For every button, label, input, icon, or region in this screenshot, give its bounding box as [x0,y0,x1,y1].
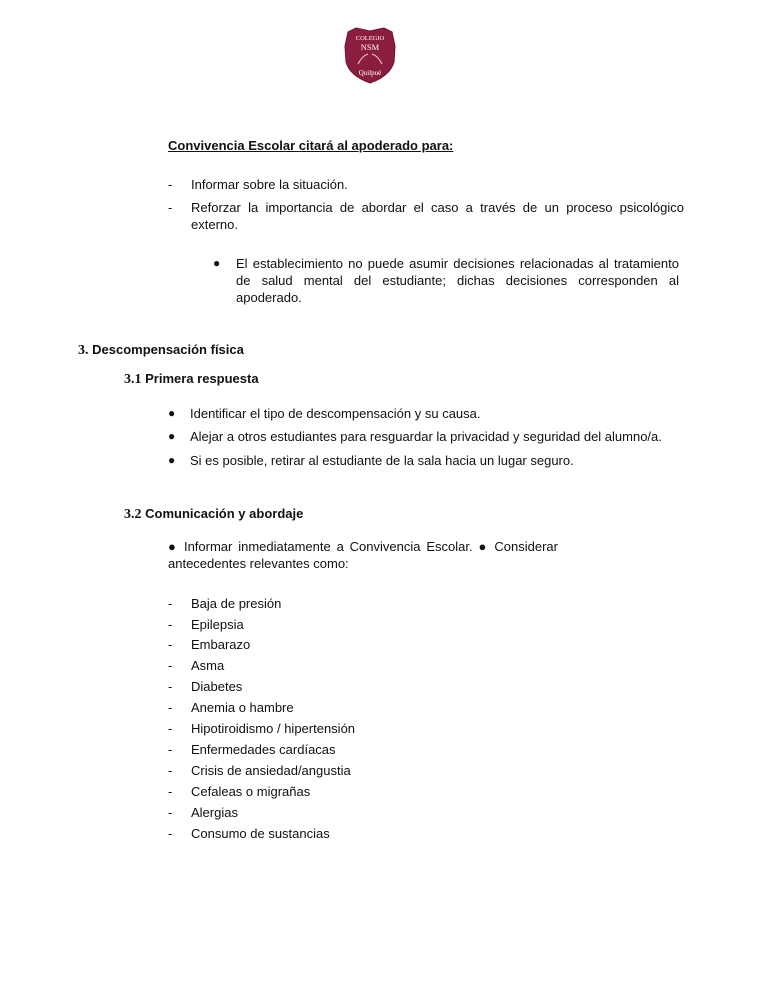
bullet-marker: ● [168,429,176,443]
list-item [168,720,355,737]
list-item [168,804,238,821]
section-number: 3.1 [124,372,142,387]
bullet-marker: ● [213,256,221,270]
list-item-text: Alergias [191,805,238,820]
list-item-text: Embarazo [191,637,251,652]
list-item-text: Diabetes [191,679,243,694]
list-item-text: Asma [191,658,225,673]
section-3-2-intro: ● Informar inmediatamente a Convivencia Escolar. ● Considerar antecedentes relevantes como: [168,539,558,571]
section-title: Descompensación física [92,342,244,357]
crest-text-colegio: COLEGIO [355,35,385,42]
list-item [168,452,688,469]
list-item-text: Identificar el tipo de descompensación y su causa. [190,406,481,421]
list-item-text: Enfermedades cardíacas [191,742,336,757]
list-item [168,199,684,233]
list-item-text: Cefaleas o migrañas [191,784,311,799]
bullet-marker: ● [168,453,176,467]
list-item-text: Crisis de ansiedad/angustia [191,763,351,778]
list-item [168,783,310,800]
list-item [168,428,688,445]
list-item [168,405,688,422]
list-item [168,825,330,842]
list-item [168,699,294,716]
list-item-text: Reforzar la importancia de abordar el caso a través de un proceso psicológico externo. [191,200,684,232]
list-item-text: Anemia o hambre [191,700,294,715]
bullet-marker: ● [168,406,176,420]
dash-marker: - [168,742,173,757]
section-3-heading [78,342,244,359]
dash-marker: - [168,826,173,841]
dash-marker: - [168,617,173,632]
dash-marker: - [168,658,173,673]
dash-marker: - [168,805,173,820]
crest-text-quilpue: Quilpué [358,69,382,77]
list-item [168,176,684,193]
dash-marker: - [168,700,173,715]
crest-text-nsm: NSM [360,42,380,52]
list-item [168,616,244,633]
list-item [168,741,336,758]
dash-marker: - [168,679,173,694]
dash-marker: - [168,596,173,611]
list-item-text: Consumo de sustancias [191,826,330,841]
list-item [168,657,224,674]
list-item-text: Informar sobre la situación. [191,177,348,192]
section-number: 3.2 [124,507,142,522]
section-title: Primera respuesta [145,371,259,386]
dash-marker: - [168,763,173,778]
dash-marker: - [168,637,173,652]
dash-marker: - [168,784,173,799]
convivencia-heading: Convivencia Escolar citará al apoderado para: [168,138,454,153]
list-item [168,636,250,653]
list-item-text: Alejar a otros estudiantes para resguardar la privacidad y seguridad del alumno/a. [190,429,662,444]
section-number: 3. [78,343,89,358]
list-item [168,678,242,695]
dash-marker: - [168,200,173,215]
section-title: Comunicación y abordaje [145,506,304,521]
school-crest-logo [342,26,398,84]
note-bullet-item [213,255,679,306]
list-item-text: Si es posible, retirar al estudiante de la sala hacia un lugar seguro. [190,453,574,468]
list-item [168,595,281,612]
note-text: El establecimiento no puede asumir decisiones relacionadas al tratamiento de salud mental del estudiante; dichas decisiones corresponden al apoderado. [236,256,679,305]
dash-marker: - [168,177,173,192]
list-item-text: Hipotiroidismo / hipertensión [191,721,356,736]
section-3-1-heading [124,371,259,388]
section-3-2-heading [124,506,303,523]
list-item [168,762,351,779]
list-item-text: Epilepsia [191,617,244,632]
list-item-text: Baja de presión [191,596,282,611]
dash-marker: - [168,721,173,736]
